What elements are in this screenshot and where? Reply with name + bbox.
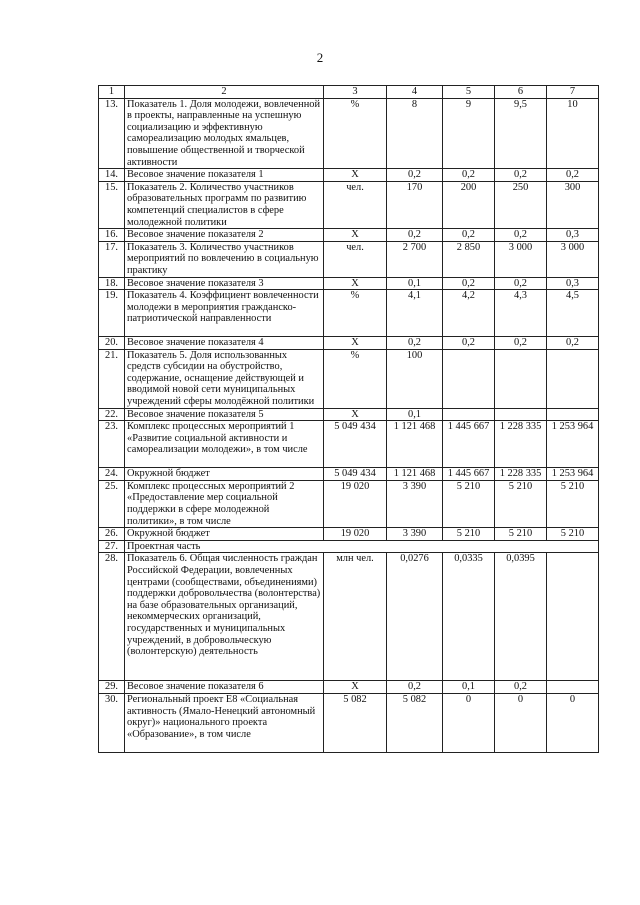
row-number: 21. [99,349,125,408]
value-col-4: 0,1 [387,408,443,421]
value-col-5: 200 [443,181,495,228]
total-value: млн чел. [324,553,387,681]
value-col-5: 0 [443,694,495,753]
value-col-7: 5 210 [547,528,599,541]
value-col-5: 0,1 [443,681,495,694]
row-number: 24. [99,468,125,481]
value-col-4: 0,2 [387,681,443,694]
row-description: Показатель 4. Коэффициент вовлеченности молодежи в мероприятия гражданско-патриотической направленности [125,290,324,337]
value-col-6: 0,2 [495,681,547,694]
value-col-5: 1 445 667 [443,468,495,481]
row-number: 17. [99,241,125,277]
value-col-6: 9,5 [495,98,547,169]
value-col-7: 5 210 [547,480,599,527]
column-header: 7 [547,86,599,99]
total-value: Х [324,229,387,242]
row-description: Региональный проект Е8 «Социальная активность (Ямало-Ненецкий автономный округ)» национального проекта «Образование», в том числе [125,694,324,753]
table-row [99,241,599,277]
table-row [99,694,599,753]
value-col-6 [495,408,547,421]
value-col-7: 3 000 [547,241,599,277]
value-col-5: 1 445 667 [443,421,495,468]
value-col-7: 0,3 [547,229,599,242]
table-row [99,290,599,337]
row-number: 30. [99,694,125,753]
value-col-6: 0,2 [495,229,547,242]
table-row [99,229,599,242]
total-value: 19 020 [324,528,387,541]
value-col-7: 4,5 [547,290,599,337]
header-row [99,86,599,99]
value-col-5: 0,2 [443,277,495,290]
value-col-4: 0,2 [387,229,443,242]
row-description: Показатель 3. Количество участников мероприятий по вовлечению в социальную практику [125,241,324,277]
table-row [99,337,599,350]
value-col-4: 8 [387,98,443,169]
value-col-7: 10 [547,98,599,169]
table-row [99,528,599,541]
value-col-7 [547,408,599,421]
value-col-4: 0,0276 [387,553,443,681]
value-col-6 [495,349,547,408]
column-header: 2 [125,86,324,99]
value-col-7 [547,553,599,681]
row-number: 13. [99,98,125,169]
value-col-5: 9 [443,98,495,169]
value-col-7 [547,349,599,408]
value-col-4: 4,1 [387,290,443,337]
row-description: Окружной бюджет [125,528,324,541]
row-description: Весовое значение показателя 4 [125,337,324,350]
value-col-7: 0,2 [547,169,599,182]
total-value: 5 082 [324,694,387,753]
row-number: 14. [99,169,125,182]
row-description: Комплекс процессных мероприятий 2 «Предоставление мер социальной поддержки в сфере молодежной политики», в том числе [125,480,324,527]
total-value: 19 020 [324,480,387,527]
value-col-4: 0,1 [387,277,443,290]
row-number: 23. [99,421,125,468]
row-number: 20. [99,337,125,350]
value-col-7: 0,2 [547,337,599,350]
value-col-6: 4,3 [495,290,547,337]
value-col-5: 0,2 [443,169,495,182]
value-col-4: 100 [387,349,443,408]
total-value: чел. [324,241,387,277]
row-description: Весовое значение показателя 5 [125,408,324,421]
value-col-4: 0,2 [387,169,443,182]
row-description: Окружной бюджет [125,468,324,481]
value-col-7: 1 253 964 [547,421,599,468]
table-row [99,681,599,694]
value-col-5: 5 210 [443,480,495,527]
row-number: 29. [99,681,125,694]
total-value: Х [324,681,387,694]
row-description: Комплекс процессных мероприятий 1 «Развитие социальной активности и самореализации молодежи», в том числе [125,421,324,468]
value-col-5: 2 850 [443,241,495,277]
value-col-5: 0,2 [443,229,495,242]
total-value: % [324,98,387,169]
row-description: Весовое значение показателя 1 [125,169,324,182]
value-col-6: 0 [495,694,547,753]
table-row [99,349,599,408]
value-col-6: 0,0395 [495,553,547,681]
row-description: Весовое значение показателя 6 [125,681,324,694]
value-col-6: 1 228 335 [495,468,547,481]
row-number: 26. [99,528,125,541]
table-row [99,98,599,169]
table-row [99,553,599,681]
value-col-6: 5 210 [495,528,547,541]
value-col-7: 1 253 964 [547,468,599,481]
value-col-4: 3 390 [387,480,443,527]
row-number: 28. [99,553,125,681]
row-description: Показатель 1. Доля молодежи, вовлеченной в проекты, направленные на успешную социализацию и эффективную самореализацию молодых ямальцев, повышение общественной и творческой активности [125,98,324,169]
value-col-7: 0,3 [547,277,599,290]
total-value: Х [324,337,387,350]
value-col-5 [443,349,495,408]
value-col-7: 0 [547,694,599,753]
value-col-5: 4,2 [443,290,495,337]
table-row [99,468,599,481]
value-col-7: 300 [547,181,599,228]
table-row [99,421,599,468]
table-row [99,277,599,290]
column-header: 4 [387,86,443,99]
column-header: 5 [443,86,495,99]
row-description: Показатель 5. Доля использованных средств субсидии на обустройство, содержание, оснащение действующей и вводимой новой сети муниципальных учреждений сферы молодёжной политики [125,349,324,408]
row-number: 27. [99,540,125,553]
page-number: 2 [316,50,324,65]
value-col-6: 3 000 [495,241,547,277]
column-header: 6 [495,86,547,99]
row-description: Показатель 2. Количество участников образовательных программ по развитию компетенций специалистов в сфере молодежной политики [125,181,324,228]
value-col-4: 1 121 468 [387,421,443,468]
value-col-4: 1 121 468 [387,468,443,481]
row-number: 15. [99,181,125,228]
total-value: Х [324,408,387,421]
value-col-4: 3 390 [387,528,443,541]
total-value: чел. [324,181,387,228]
table-row [99,169,599,182]
total-value: 5 049 434 [324,468,387,481]
value-col-6: 250 [495,181,547,228]
row-number: 22. [99,408,125,421]
total-value: % [324,290,387,337]
row-number: 18. [99,277,125,290]
value-col-4: 2 700 [387,241,443,277]
total-value: 5 049 434 [324,421,387,468]
value-col-6: 0,2 [495,337,547,350]
total-value: Х [324,277,387,290]
value-col-6: 0,2 [495,277,547,290]
total-value: % [324,349,387,408]
value-col-5 [443,408,495,421]
row-number: 25. [99,480,125,527]
value-col-5: 0,2 [443,337,495,350]
value-col-7 [547,681,599,694]
indicators-table [98,85,599,753]
row-number: 19. [99,290,125,337]
table-row [99,181,599,228]
value-col-4: 170 [387,181,443,228]
table-row [99,480,599,527]
table-row [99,408,599,421]
column-header: 3 [324,86,387,99]
row-description: Весовое значение показателя 3 [125,277,324,290]
row-description: Показатель 6. Общая численность граждан Российской Федерации, вовлеченных центрами (сообществами, объединениями) поддержки добровольчества (волонтерства) на базе образовательных организаций, некоммерческих организаций, государственных и муниципальных учреждений, в добровольческую (волонтерскую) деятельность [125,553,324,681]
value-col-6: 0,2 [495,169,547,182]
row-description: Весовое значение показателя 2 [125,229,324,242]
value-col-4: 5 082 [387,694,443,753]
row-number: 16. [99,229,125,242]
column-header: 1 [99,86,125,99]
value-col-5: 5 210 [443,528,495,541]
total-value: Х [324,169,387,182]
section-title: Проектная часть [125,540,599,553]
table-row [99,540,599,553]
value-col-5: 0,0335 [443,553,495,681]
value-col-6: 1 228 335 [495,421,547,468]
value-col-6: 5 210 [495,480,547,527]
value-col-4: 0,2 [387,337,443,350]
